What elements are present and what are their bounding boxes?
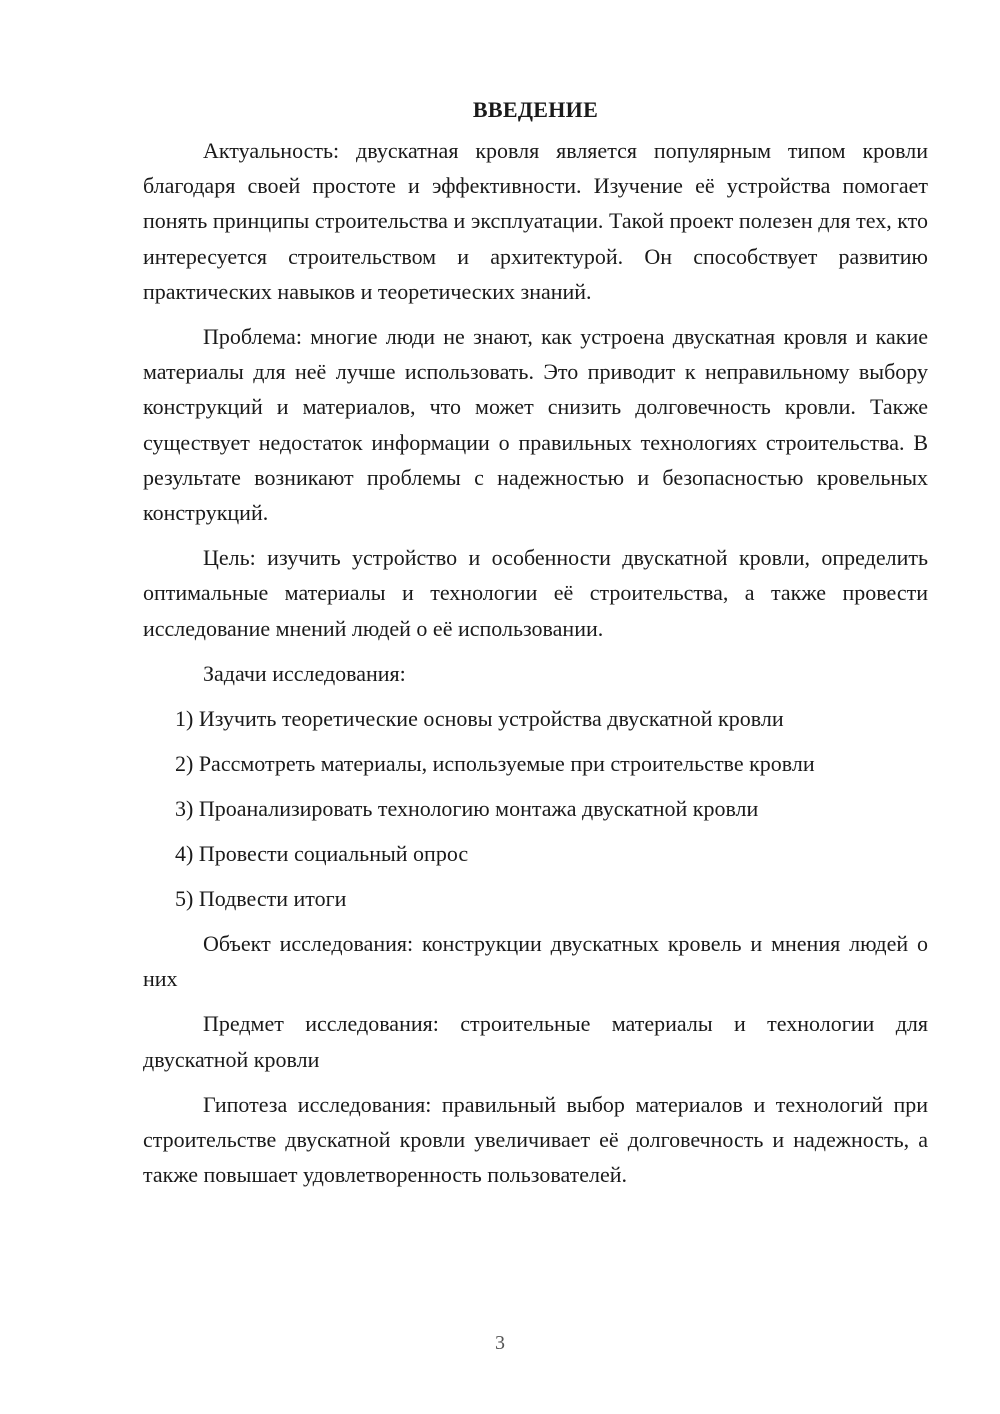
tasks-list [143, 701, 928, 916]
task-item: 1) Изучить теоретические основы устройства двускатной кровли [175, 706, 784, 732]
document-page [143, 92, 928, 1202]
task-item: 4) Провести социальный опрос [175, 841, 469, 867]
task-item: 5) Подвести итоги [175, 886, 347, 912]
page-number: 3 [495, 1332, 505, 1354]
paragraph-object: Объект исследования: конструкции двускатных кровель и мнения людей о них [143, 931, 928, 992]
task-item: 2) Рассмотреть материалы, используемые при строительстве кровли [175, 751, 815, 777]
tasks-heading: Задачи исследования: [203, 660, 406, 686]
paragraph-hypothesis: Гипотеза исследования: правильный выбор материалов и технологий при строительстве двускатной кровли увеличивает её долговечность и надежность, а также повышает удовлетворенность пользователей. [143, 1091, 928, 1188]
task-item: 3) Проанализировать технологию монтажа двускатной кровли [175, 796, 759, 822]
paragraph-subject: Предмет исследования: строительные материалы и технологии для двускатной кровли [143, 1011, 928, 1072]
page-title: ВВЕДЕНИЕ [472, 97, 599, 122]
paragraph-relevance: Актуальность: двускатная кровля является популярным типом кровли благодаря своей простоте и эффективности. Изучение её устройства помогает понять принципы строительства и эксплуатации. Такой проект полезен для тех, кто интересуется строительством и архитектурой. Он способствует развитию практических навыков и теоретических знаний. [143, 138, 928, 304]
paragraph-goal: Цель: изучить устройство и особенности двускатной кровли, определить оптимальные материалы и технологии её строительства, а также провести исследование мнений людей о её использовании. [143, 545, 928, 641]
paragraph-problem: Проблема: многие люди не знают, как устроена двускатная кровля и какие материалы для неё лучше использовать. Это приводит к неправильному выбору конструкций и материалов, что может снизить долговечность кровли. Также существует недостаток информации о правильных технологиях строительства. В результате возникают проблемы с надежностью и безопасностью кровельных конструкций. [143, 324, 928, 526]
